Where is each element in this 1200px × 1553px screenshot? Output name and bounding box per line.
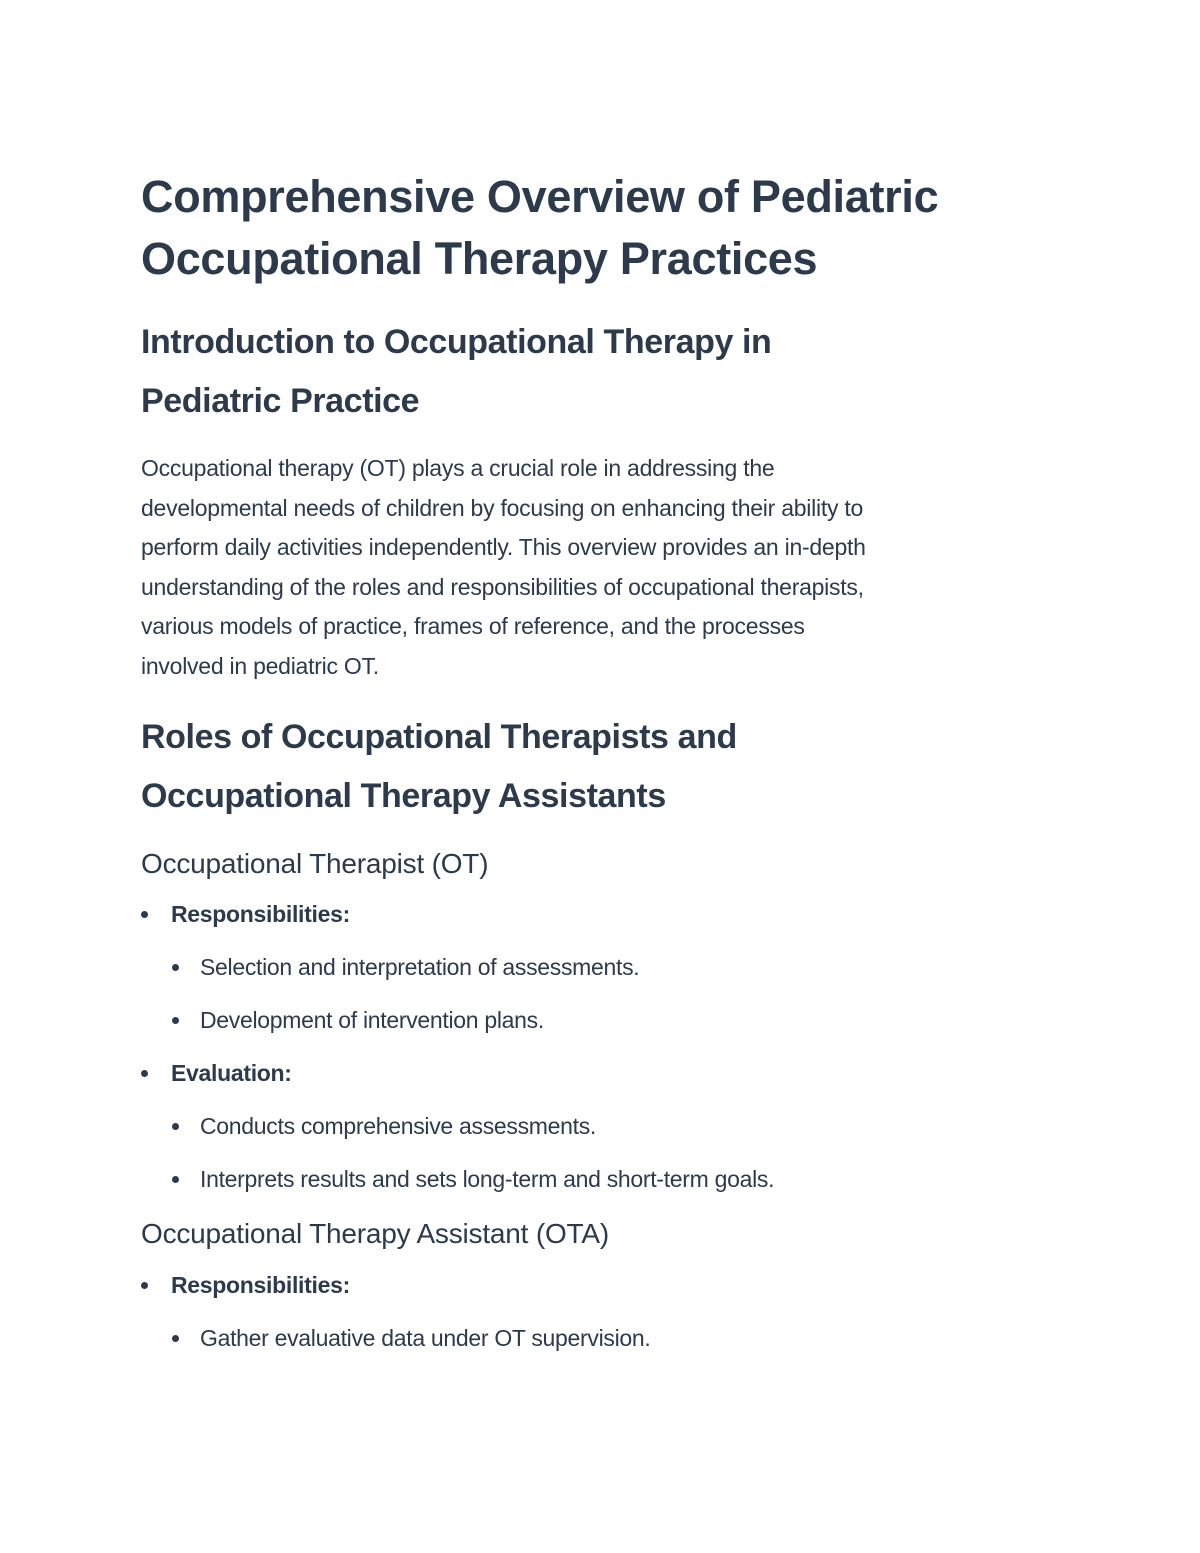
intro-paragraph-line: Occupational therapy (OT) plays a crucial role in addressing the	[141, 455, 775, 481]
intro-heading-line-2: Pediatric Practice	[141, 382, 420, 420]
intro-heading-line-1: Introduction to Occupational Therapy in	[141, 323, 772, 361]
bullet-icon	[141, 911, 148, 918]
ot-evaluation-label: Evaluation:	[171, 1059, 292, 1086]
roles-heading-line-2: Occupational Therapy Assistants	[141, 776, 666, 815]
ot-subheading: Occupational Therapist (OT)	[141, 847, 489, 879]
intro-paragraph	[141, 449, 1061, 687]
ot-responsibilities-label: Responsibilities:	[171, 900, 350, 927]
intro-heading	[141, 313, 1061, 431]
ot-list	[141, 898, 1061, 1195]
list-item	[141, 898, 1061, 930]
roles-heading-line-1: Roles of Occupational Therapists and	[141, 717, 737, 756]
ota-responsibilities-label: Responsibilities:	[171, 1271, 350, 1298]
intro-paragraph-line: developmental needs of children by focusing on enhancing their ability to	[141, 494, 864, 521]
list-item	[141, 1004, 1061, 1036]
bullet-icon	[141, 1070, 148, 1077]
bullet-icon	[141, 1282, 148, 1289]
bullet-icon	[172, 964, 179, 971]
ota-subheading: Occupational Therapy Assistant (OTA)	[141, 1217, 609, 1249]
list-item	[141, 1057, 1061, 1089]
intro-paragraph-line: various models of practice, frames of reference, and the processes	[141, 613, 805, 640]
bullet-icon	[172, 1335, 179, 1342]
document-title-line-2: Occupational Therapy Practices	[141, 233, 818, 284]
ot-evaluation-text: Interprets results and sets long-term and short-term goals.	[200, 1165, 775, 1192]
intro-paragraph-line: understanding of the roles and responsibilities of occupational therapists,	[141, 573, 864, 600]
list-item	[141, 1322, 1061, 1354]
ot-evaluation-text: Conducts comprehensive assessments.	[200, 1112, 597, 1139]
intro-paragraph-line: involved in pediatric OT.	[141, 652, 379, 679]
bullet-icon	[172, 1123, 179, 1130]
document-title-line-1: Comprehensive Overview of Pediatric	[141, 171, 939, 222]
intro-paragraph-line: perform daily activities independently. This overview provides an in-depth	[141, 534, 866, 561]
ota-list	[141, 1269, 1061, 1354]
roles-heading	[141, 708, 1061, 826]
ota-responsibility-text: Gather evaluative data under OT supervision.	[200, 1324, 651, 1351]
list-item	[141, 951, 1061, 983]
list-item	[141, 1269, 1061, 1301]
ot-responsibility-text: Selection and interpretation of assessments.	[200, 953, 640, 980]
list-item	[141, 1110, 1061, 1142]
bullet-icon	[172, 1017, 179, 1024]
bullet-icon	[172, 1176, 179, 1183]
document-title	[141, 166, 1061, 290]
list-item	[141, 1163, 1061, 1195]
ot-responsibility-text: Development of intervention plans.	[200, 1006, 544, 1033]
document-page	[141, 166, 1061, 1354]
